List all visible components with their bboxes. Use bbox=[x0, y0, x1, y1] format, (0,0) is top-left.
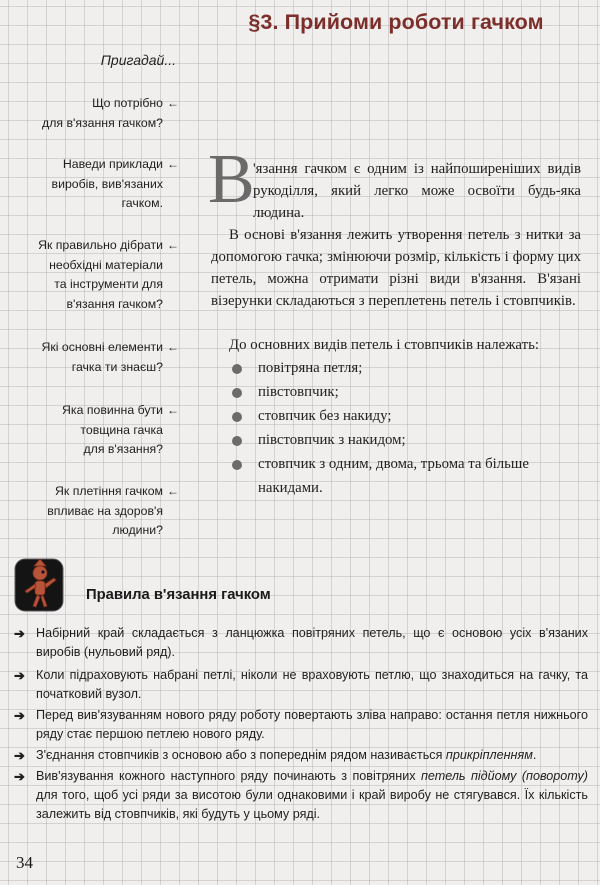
recall-question bbox=[4, 155, 179, 214]
rule-text: Вив'язування кожного наступного ряду починають з повітряних петель підйому (повороту) для того, щоб усі ряди за висотою були однаковими і край виробу не стягувався. Їх кількість залежить від стовпчиків, які будуть у цьому ряді. bbox=[36, 769, 588, 821]
body-paragraph: До основних видів петель і стовпчиків належать: bbox=[229, 337, 539, 353]
bullet-icon bbox=[232, 460, 242, 470]
rule-item bbox=[14, 706, 588, 744]
arrow-left-icon: ← bbox=[167, 340, 179, 354]
body-paragraph: В основі в'язання лежить утворення петель з нитки за допомогою гачка; змінюючи розмір, кількість і форму цих петель, можна отримати різні види в'язання. В'язані візерунки складаються з переплетень петель і стовпчиків. bbox=[211, 227, 581, 309]
arrow-right-icon: ➔ bbox=[14, 769, 25, 784]
page-title: §3. Прийоми роботи гачком bbox=[248, 10, 544, 34]
recall-question bbox=[4, 236, 179, 314]
arrow-left-icon: ← bbox=[167, 403, 179, 417]
recall-question-text: Як плетіння гачком впливає на здоров'я людини? bbox=[47, 484, 163, 538]
bullet-icon bbox=[232, 388, 242, 398]
rule-text: Коли підраховують набрані петлі, ніколи не враховують петлю, що знаходиться на гачку, та початковий вузол. bbox=[36, 668, 588, 701]
recall-question bbox=[4, 94, 179, 133]
recall-question bbox=[4, 482, 179, 541]
arrow-left-icon: ← bbox=[167, 96, 179, 110]
term: прикріпленням bbox=[445, 748, 533, 762]
list-item: повітряна петля; bbox=[232, 356, 584, 380]
recall-question-text: Наведи приклади виробів, вив'язаних гачком. bbox=[51, 157, 163, 211]
bullet-icon bbox=[232, 436, 242, 446]
arrow-left-icon: ← bbox=[167, 238, 179, 252]
recall-heading: Пригадай... bbox=[100, 52, 176, 68]
recall-question-text: Що потрібно для в'язання гачком? bbox=[42, 96, 163, 130]
recall-question bbox=[4, 338, 179, 377]
intro-paragraph: 'язання гачком є одним із найпоширеніших видів рукоділля, який легко може освоїти будь-яка людина. bbox=[253, 161, 581, 221]
arrow-right-icon: ➔ bbox=[14, 708, 25, 723]
rule-item bbox=[14, 666, 588, 704]
term: петель підйому (повороту) bbox=[420, 769, 588, 783]
arrow-right-icon: ➔ bbox=[14, 748, 25, 763]
rule-text: З'єднання стовпчиків з основою або з попереднім рядом називається прикріпленням. bbox=[36, 748, 537, 762]
recall-question bbox=[4, 401, 179, 460]
arrow-right-icon: ➔ bbox=[14, 626, 25, 641]
bullet-icon bbox=[232, 412, 242, 422]
rule-text: Перед вив'язуванням нового ряду роботу повертають зліва направо: остання петля нижнього ряду стає першою петлею нового ряду. bbox=[36, 708, 588, 741]
recall-question-text: Які основні елементи гачка ти знаєш? bbox=[41, 340, 163, 374]
rule-text: Набірний край складається з ланцюжка повітряних петель, що є основою усіх в'язаних виробів (нульовий ряд). bbox=[36, 626, 588, 659]
stitch-types-list bbox=[232, 356, 584, 500]
list-item: стовпчик з одним, двома, трьома та більше накидами. bbox=[232, 452, 584, 500]
list-item: півстовпчик з накидом; bbox=[232, 428, 584, 452]
bullet-icon bbox=[232, 364, 242, 374]
list-item: стовпчик без накиду; bbox=[232, 404, 584, 428]
arrow-left-icon: ← bbox=[167, 484, 179, 498]
arrow-right-icon: ➔ bbox=[14, 668, 25, 683]
list-item: півстовпчик; bbox=[232, 380, 584, 404]
rules-heading: Правила в'язання гачком bbox=[86, 587, 271, 603]
rule-item bbox=[14, 767, 588, 824]
recall-question-text: Як правильно дібрати необхідні матеріали та інструменти для в'язання гачком? bbox=[38, 238, 163, 311]
recall-question-text: Яка повинна бути товщина гачка для в'язання? bbox=[62, 403, 163, 457]
rule-item bbox=[14, 624, 588, 662]
pencil-figure-icon bbox=[14, 558, 64, 612]
rule-item bbox=[14, 746, 588, 765]
arrow-left-icon: ← bbox=[167, 157, 179, 171]
page-number: 34 bbox=[16, 853, 33, 872]
drop-cap: В bbox=[208, 141, 255, 218]
